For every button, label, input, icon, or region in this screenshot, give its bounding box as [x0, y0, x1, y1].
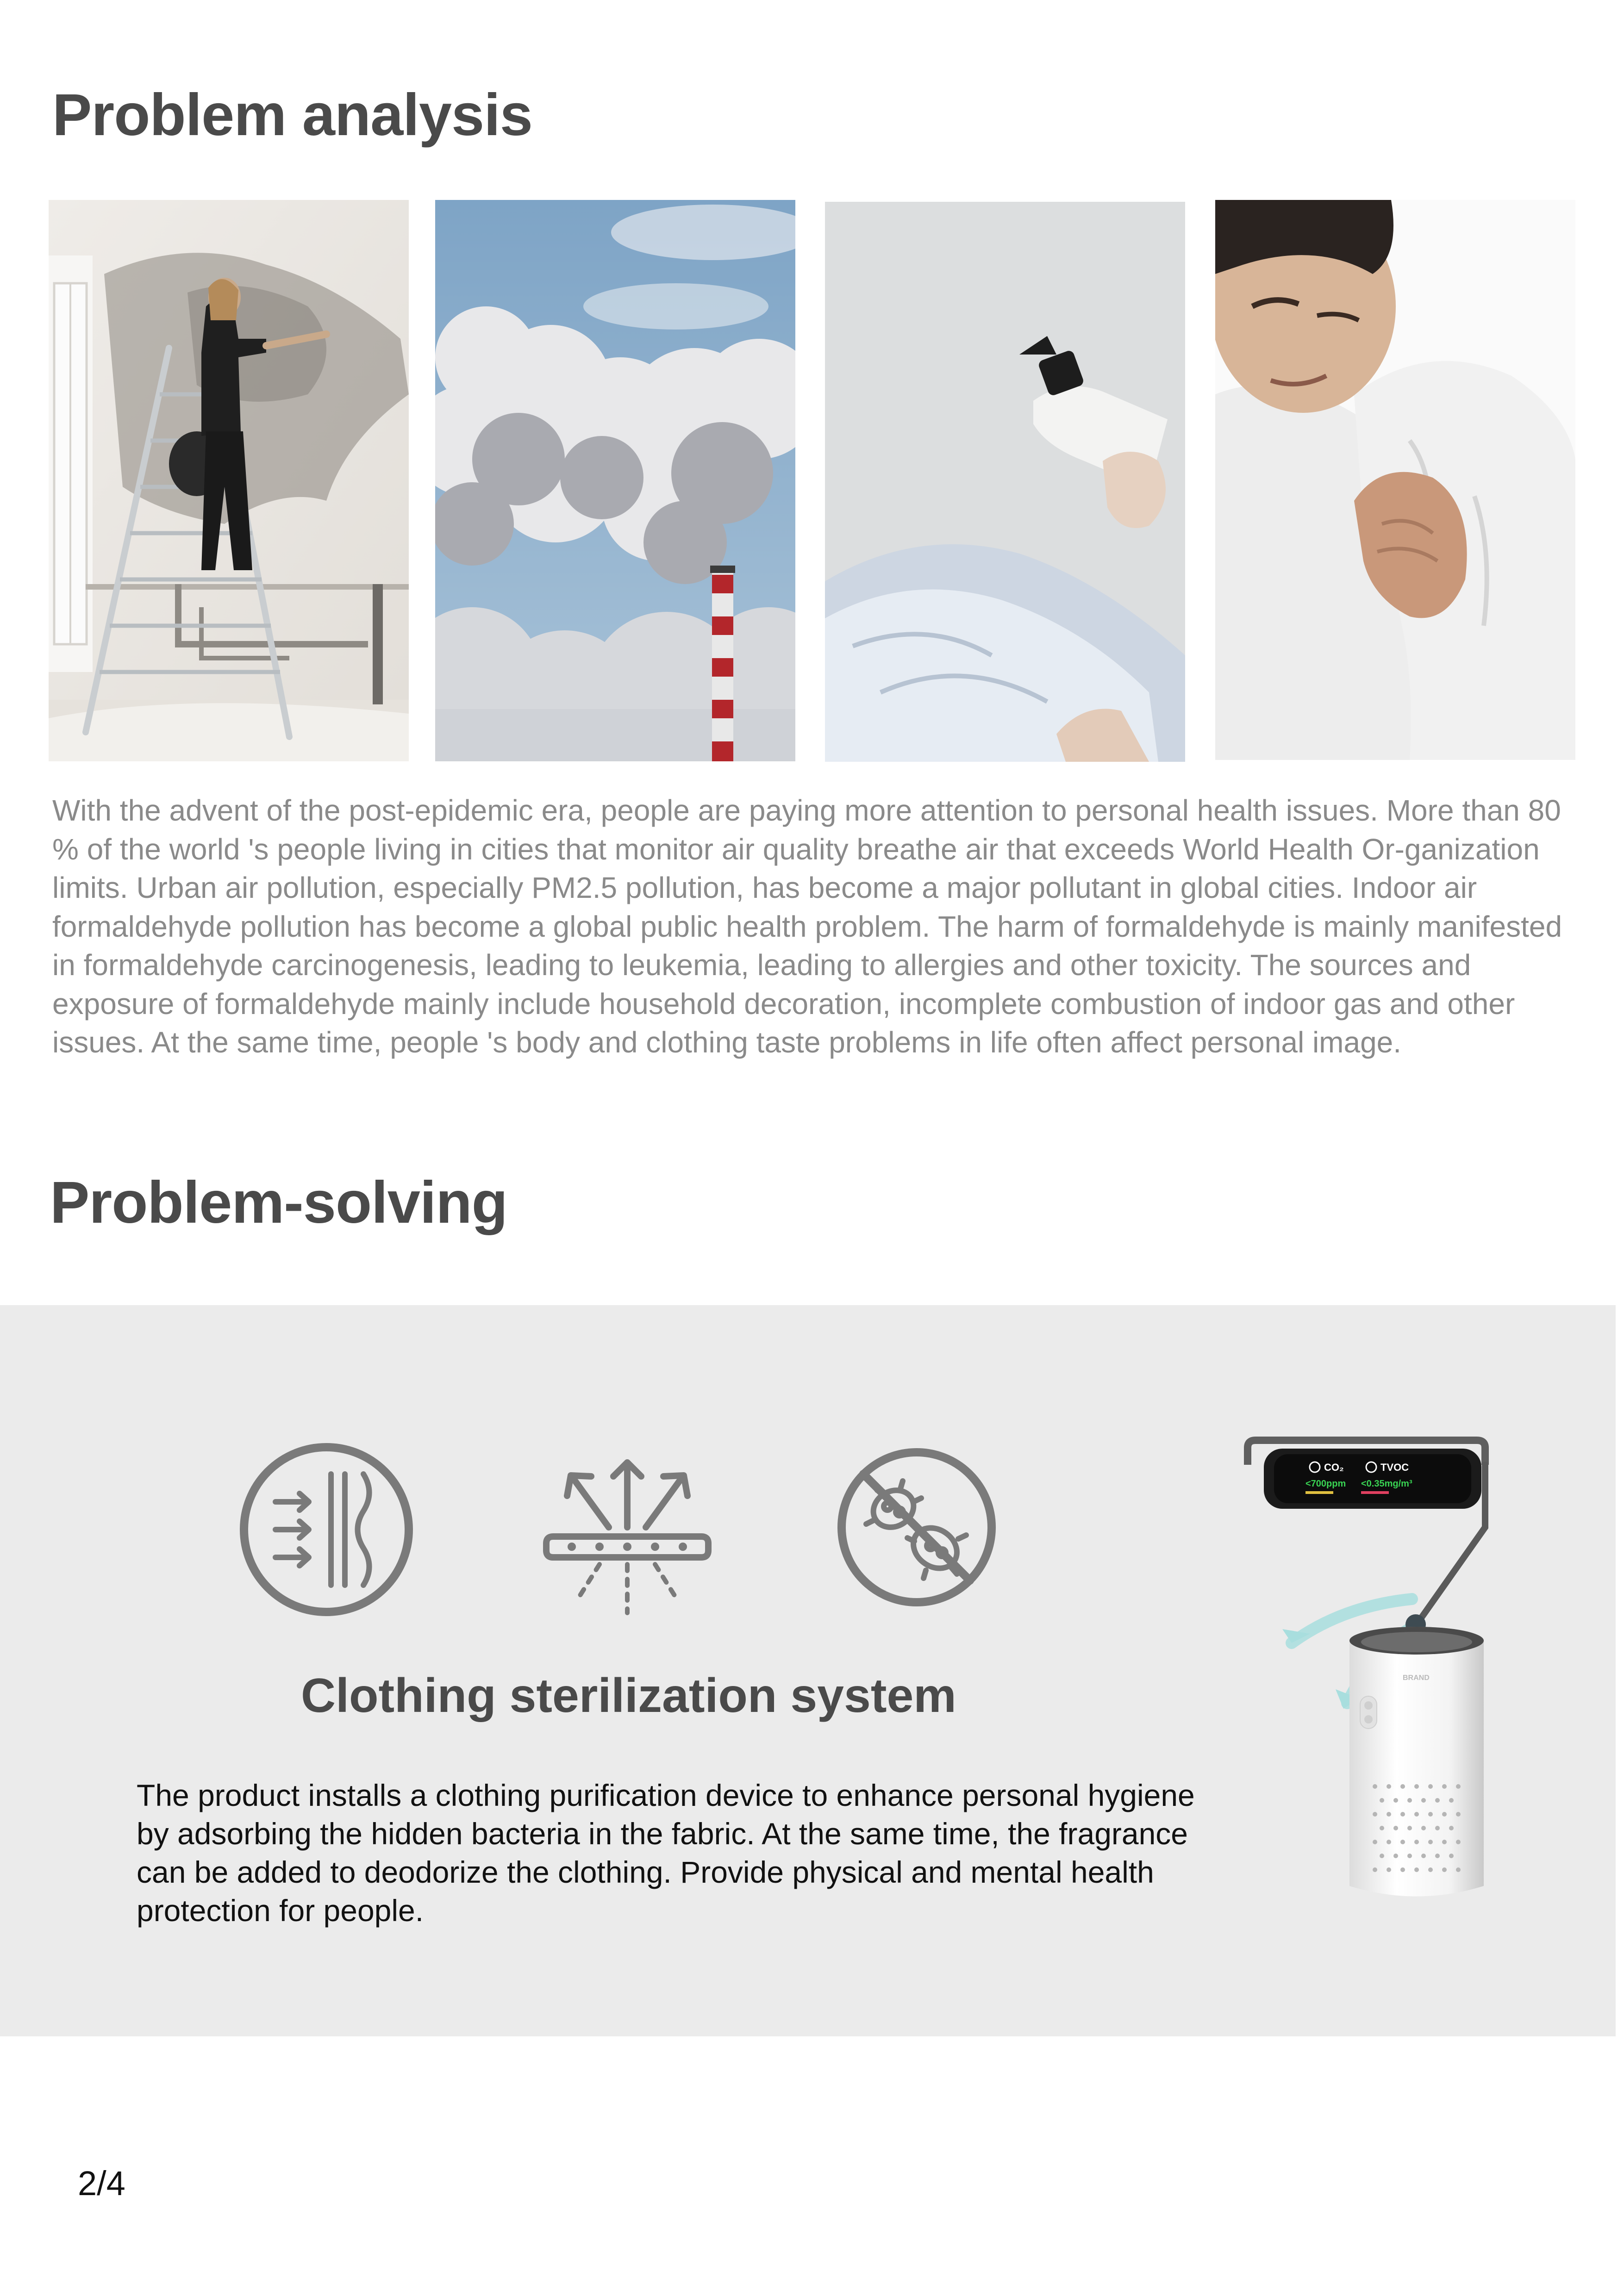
man-smelling-shirt-photo — [1215, 200, 1575, 760]
page-number: 2/4 — [78, 2164, 125, 2203]
air-purifier-product-image — [1222, 1430, 1555, 1921]
clothing-sterilization-description: The product installs a clothing purification device to enhance personal hygiene by adsorbing the hidden bacteria in the fabric. At the same time, the fragrance can be added to deodorize the clothing. Provide physical and mental health protection for people. — [137, 1778, 1195, 1928]
no-bacteria-icon — [836, 1446, 998, 1608]
problem-solving-title: Problem-solving — [50, 1170, 507, 1236]
clothing-sterilization-title: Clothing sterilization system — [301, 1669, 956, 1723]
problem-analysis-title: Problem analysis — [52, 82, 532, 148]
spraying-fabric-photo — [825, 202, 1185, 762]
co2-value: <700ppm — [1305, 1479, 1346, 1489]
air-diffusion-icon — [539, 1458, 715, 1615]
filter-flow-icon — [238, 1442, 414, 1618]
woman-on-ladder-renovating-photo — [49, 200, 409, 761]
brand-label: BRAND — [1403, 1674, 1430, 1682]
tvoc-label: TVOC — [1380, 1462, 1409, 1473]
tvoc-value: <0.35mg/m³ — [1361, 1479, 1412, 1489]
factory-chimney-smoke-photo — [435, 200, 795, 761]
problem-analysis-paragraph: With the advent of the post-epidemic era, people are paying more attention to personal health issues. More than 80 % of the world 's people living in cities that monitor air quality breathe air that exceeds World Health Or-ganization limits. Urban air pollution, especially PM2.5 pollution, has become a major pollutant in global cities. Indoor air formaldehyde pollution has become a global public health problem. The harm of formaldehyde is mainly manifested in formaldehyde carcinogenesis, leading to leukemia, leading to allergies and other toxicity. The sources and exposure of formaldehyde mainly include household decoration, incomplete combustion of indoor gas and other issues. At the same time, people 's body and clothing taste problems in life often affect personal image. — [52, 794, 1562, 1059]
co2-label: CO₂ — [1324, 1462, 1344, 1473]
